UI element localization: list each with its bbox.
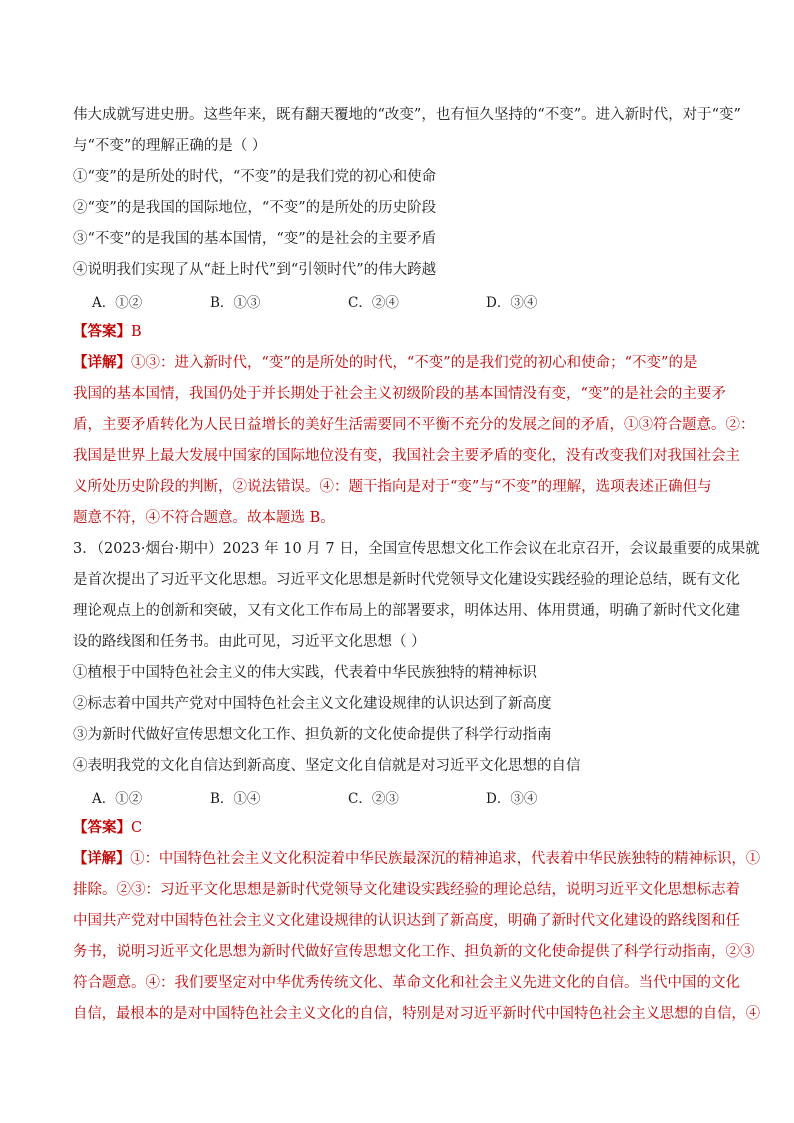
q2-detail-line-5: 义所处历史阶段的判断，②说法错误。④：题干指向是对于“变”与“不变”的理解，选项表述正确但与 [73, 479, 712, 495]
q2-detail-line-1 [73, 351, 697, 372]
q2-statement-1: ①“变”的是所处的时代，“不变”的是我们党的初心和使命 [73, 169, 437, 185]
q3-option-b: B．①④ [210, 791, 261, 807]
q3-stem-line-1: 3．（2023·烟台·期中）2023 年 10 月 7 日，全国宣传思想文化工作会议在北京召开，会议最重要的成果就 [73, 541, 760, 557]
q2-statement-4: ④说明我们实现了从“赶上时代”到“引领时代”的伟大跨越 [73, 262, 437, 278]
q3-answer [73, 816, 142, 837]
q2-detail-line-6: 题意不符，④不符合题意。故本题选 B。 [73, 510, 335, 526]
q3-stem-line-4: 设的路线图和任务书。由此可见，习近平文化思想（ ） [73, 634, 426, 650]
q3-detail-line-6: 自信，最根本的是对中国特色社会主义文化的自信，特别是对习近平新时代中国特色社会主义思想的自信，④ [73, 1006, 761, 1022]
detail-label: 【详解】 [73, 354, 131, 371]
detail-text: ①③：进入新时代，“变”的是所处的时代，“不变”的是我们党的初心和使命；“不变”的是 [131, 355, 698, 371]
q3-stem-line-3: 理论观点上的创新和突破，又有文化工作布局上的部署要求，明体达用、体用贯通，明确了新时代文化建 [73, 603, 740, 619]
q2-answer [73, 320, 142, 341]
q2-statement-2: ②“变”的是我国的国际地位，“不变”的是所处的历史阶段 [73, 200, 437, 216]
q2-detail-line-2: 我国的基本国情，我国仍处于并长期处于社会主义初级阶段的基本国情没有变，“变”的是社会的主要矛 [73, 386, 726, 402]
q3-option-a: A．①② [92, 791, 143, 807]
answer-value: C [131, 820, 143, 836]
q3-statement-2: ②标志着中国共产党对中国特色社会主义文化建设规律的认识达到了新高度 [73, 696, 552, 712]
q3-option-c: C．②③ [348, 791, 399, 807]
q3-detail-line-5: 符合题意。④：我们要坚定对中华优秀传统文化、革命文化和社会主义先进文化的自信。当代中国的文化 [73, 975, 740, 991]
q2-stem-line-1: 伟大成就写进史册。这些年来，既有翻天覆地的“改变”，也有恒久坚持的“不变”。进入新时代，对于“变” [73, 107, 741, 123]
q2-stem-line-2: 与“不变”的理解正确的是（ ） [73, 138, 267, 154]
q2-option-c: C．②④ [348, 295, 399, 311]
q2-option-a: A．①② [92, 295, 143, 311]
detail-label: 【详解】 [73, 850, 131, 867]
q2-option-d: D．③④ [486, 295, 538, 311]
q3-statement-1: ①植根于中国特色社会主义的伟大实践，代表着中华民族独特的精神标识 [73, 665, 537, 681]
q3-statement-4: ④表明我党的文化自信达到新高度、坚定文化自信就是对习近平文化思想的自信 [73, 758, 581, 774]
answer-label: 【答案】 [73, 323, 131, 340]
q3-detail-line-4: 务书，说明习近平文化思想为新时代做好宣传思想文化工作、担负新的文化使命提供了科学行动指南，②③ [73, 944, 755, 960]
q2-option-b: B．①③ [210, 295, 261, 311]
answer-label: 【答案】 [73, 819, 131, 836]
q2-detail-line-4: 我国是世界上最大发展中国家的国际地位没有变，我国社会主要矛盾的变化，没有改变我们对我国社会主 [73, 448, 740, 464]
q3-stem-line-2: 是首次提出了习近平文化思想。习近平文化思想是新时代党领导文化建设实践经验的理论总结，既有文化 [73, 572, 740, 588]
q2-statement-3: ③“不变”的是我国的基本国情，“变”的是社会的主要矛盾 [73, 231, 437, 247]
q2-detail-line-3: 盾，主要矛盾转化为人民日益增长的美好生活需要同不平衡不充分的发展之间的矛盾，①③符合题意。②： [73, 417, 755, 433]
q3-option-d: D．③④ [486, 791, 538, 807]
answer-value: B [131, 324, 142, 340]
q3-detail-line-1 [73, 847, 760, 868]
q3-statement-3: ③为新时代做好宣传思想文化工作、担负新的文化使命提供了科学行动指南 [73, 727, 552, 743]
q3-detail-line-3: 中国共产党对中国特色社会主义文化建设规律的认识达到了新高度，明确了新时代文化建设的路线图和任 [73, 913, 740, 929]
q3-detail-line-2: 排除。②③：习近平文化思想是新时代党领导文化建设实践经验的理论总结，说明习近平文化思想标志着 [73, 882, 740, 898]
detail-text: ①：中国特色社会主义文化积淀着中华民族最深沉的精神追求，代表着中华民族独特的精神标识，① [130, 851, 761, 867]
